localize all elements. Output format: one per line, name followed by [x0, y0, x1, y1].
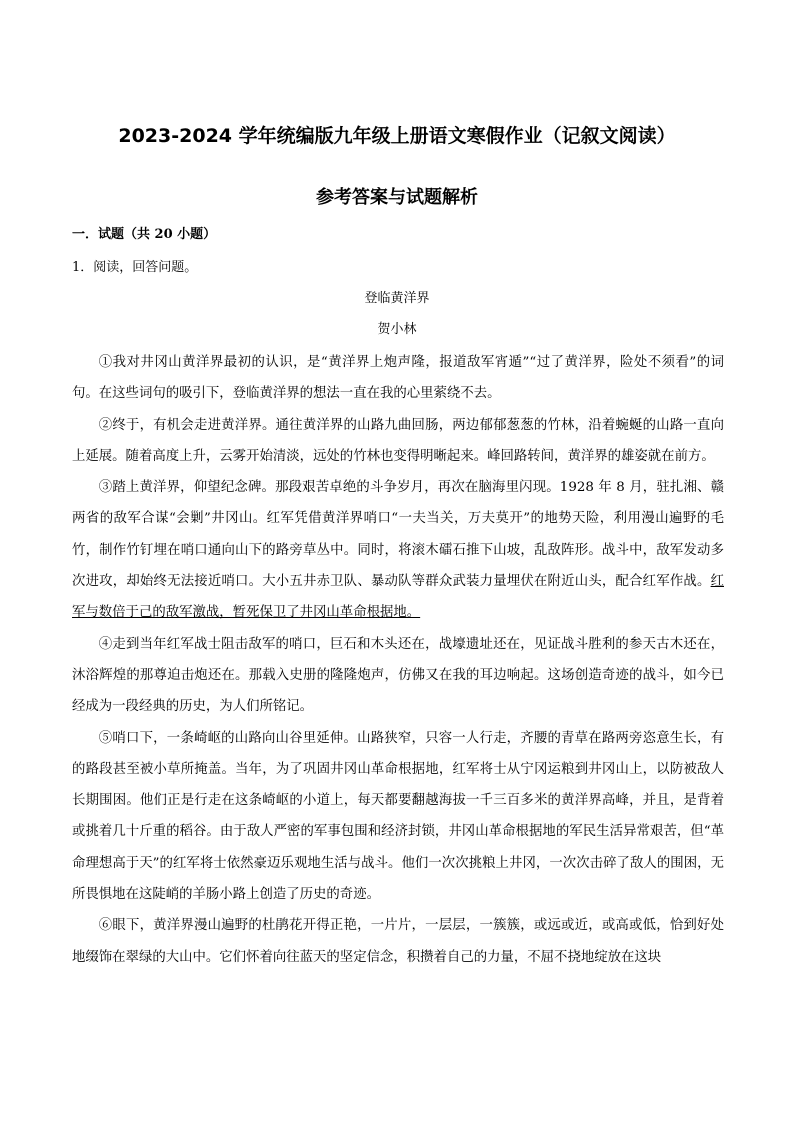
paragraph-3: [72, 472, 724, 628]
document-subtitle: 参考答案与试题解析: [316, 187, 478, 208]
passage-body: [72, 347, 724, 973]
paragraph-4: ④走到当年红军战士阻击敌军的哨口，巨石和木头还在，战壕遗址还在，见证战斗胜利的参天古木还在，沐浴辉煌的那尊迫击炮还在。那载入史册的隆隆炮声，仿佛又在我的耳边响起。这场创造奇迹的战斗，如今已经成为一段经典的历史，为人们所铭记。: [72, 636, 724, 715]
paragraph-5: ⑤哨口下，一条崎岖的山路向山谷里延伸。山路狭窄，只容一人行走，齐腰的青草在路两旁恣意生长，有的路段甚至被小草所掩盖。当年，为了巩固井冈山革命根据地，红军将士从宁冈运粮到井冈山上，以防被敌人长期围困。他们正是行走在这条崎岖的小道上，每天都要翻越海拔一千三百多米的黄洋界高峰，并且，是背着或挑着几十斤重的稻谷。由于敌人严密的军事包围和经济封锁，井冈山革命根据地的军民生活异常艰苦，但“革命理想高于天”的红军将士依然豪迈乐观地生活与战斗。他们一次次挑粮上井冈，一次次击碎了敌人的围困，无所畏惧地在这陡峭的羊肠小路上创造了历史的奇迹。: [72, 730, 724, 903]
underlined-sentence: 红军与数倍于己的敌军激战，暂死保卫了井冈山革命根据地。: [72, 574, 724, 621]
document-title: 2023-2024 学年统编版九年级上册语文寒假作业（记叙文阅读）: [118, 125, 676, 147]
passage-title: 登临黄洋界: [364, 291, 430, 306]
paragraph-1: ①我对井冈山黄洋界最初的认识，是“黄洋界上炮声隆，报道敌军宵遁”“过了黄洋界，险处不须看”的词句。在这些词句的吸引下，登临黄洋界的想法一直在我的心里萦绕不去。: [72, 355, 724, 402]
passage-author: 贺小林: [377, 322, 417, 337]
section-heading: 一．试题（共 20 小题）: [72, 227, 217, 242]
question-prompt: 1．阅读，回答问题。: [72, 260, 198, 275]
paragraph-3-text: ③踏上黄洋界，仰望纪念碑。那段艰苦卓绝的斗争岁月，再次在脑海里闪现。1928 年 8 月，驻扎湘、赣两省的敌军合谋“会剿”井冈山。红军凭借黄洋界哨口“一夫当关，万夫莫开”的地势天险，利用漫山遍野的毛竹，制作竹钉埋在哨口通向山下的路旁草丛中。同时，将滚木礌石推下山坡，乱敌阵形。战斗中，敌军发动多次进攻，却始终无法接近哨口。大小五井赤卫队、暴动队等群众武装力量埋伏在附近山头，配合红军作战。: [72, 480, 724, 590]
paragraph-2: ②终于，有机会走进黄洋界。通往黄洋界的山路九曲回肠，两边郁郁葱葱的竹林，沿着蜿蜒的山路一直向上延展。随着高度上升，云雾开始清淡，远处的竹林也变得明晰起来。峰回路转间，黄洋界的雄姿就在前方。: [72, 417, 724, 464]
paragraph-6: ⑥眼下，黄洋界漫山遍野的杜鹃花开得正艳，一片片，一层层，一簇簇，或远或近，或高或低，恰到好处地缀饰在翠绿的大山中。它们怀着向往蓝天的坚定信念，积攒着自己的力量，不屈不挠地绽放在这块: [72, 918, 724, 965]
